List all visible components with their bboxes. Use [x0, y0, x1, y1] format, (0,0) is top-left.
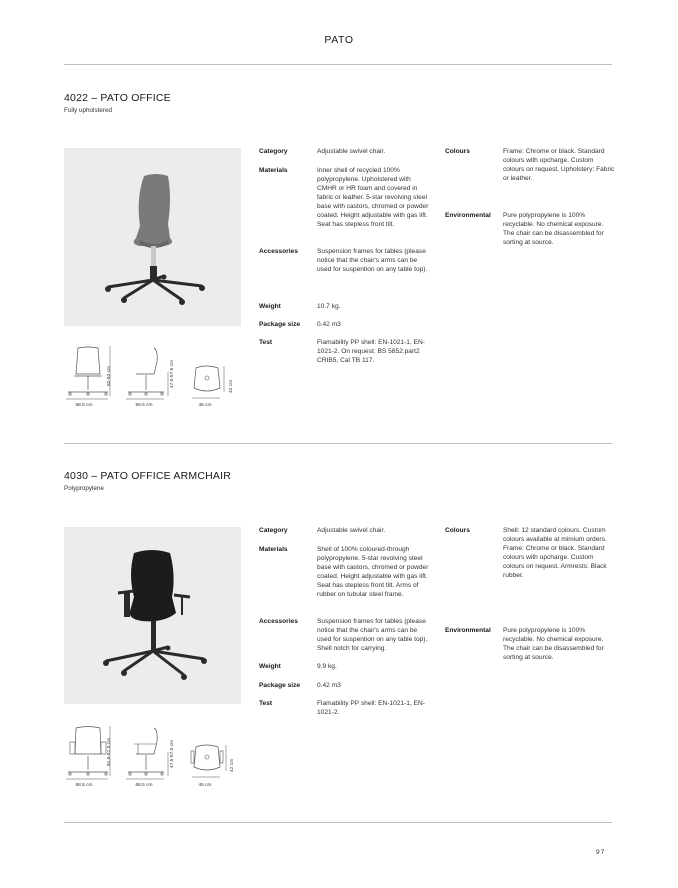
section-divider	[64, 443, 612, 444]
top-view-drawing	[190, 741, 230, 779]
top-view-drawing	[190, 362, 230, 400]
spec-label-weight: Weight	[259, 663, 281, 670]
dim-side-width: 68.5 cm	[135, 783, 153, 788]
spec-value-colours: Frame: Chrome or black. Standard colours with upcharge. Custom colours on request. Upholstery: Fabric or leather.	[503, 148, 615, 182]
side-view-drawing	[124, 344, 174, 400]
product-subtitle: Fully upholstered	[64, 107, 112, 114]
office-chair-image	[64, 148, 241, 326]
spec-value-environmental: Pure polypropylene is 100% recyclable. No chemical exposure. The chair can be disassembled for sorting at source.	[503, 627, 604, 661]
spec-label-accessories: Accessories	[259, 618, 298, 625]
product-photo	[64, 148, 241, 326]
product-subtitle: Polypropylene	[64, 485, 104, 492]
spec-label-test: Test	[259, 339, 273, 346]
spec-value-environmental: Pure polypropylene is 100% recyclable. No chemical exposure. The chair can be disassembled for sorting at source.	[503, 212, 604, 246]
spec-value-materials: Shell of 100% coloured-through polypropylene. 5-star revolving steel base with castors, chromed or powder coated. Height adjustable with gas lift. Seat has stepless front tilt. Arms of rubber on tubular steel frame.	[317, 546, 429, 598]
spec-label-package-size: Package size	[259, 682, 301, 689]
spec-label-environmental: Environmental	[445, 212, 491, 219]
product-title: 4030 – PATO OFFICE ARMCHAIR	[64, 470, 232, 482]
dim-front-height: 81.5-91.5 cm	[107, 738, 112, 766]
page-number: 97	[596, 849, 606, 856]
dim-front-width: 68.5 cm	[75, 783, 93, 788]
spec-value-accessories: Suspension frames for tables (please notice that the chair's arms can be used for suspention on any table top).	[317, 248, 428, 273]
spec-label-category: Category	[259, 148, 288, 155]
spec-value-weight: 9.9 kg.	[317, 663, 337, 670]
spec-label-materials: Materials	[259, 167, 288, 174]
dim-side-height: 47.5-57.5 cm	[170, 360, 175, 388]
spec-label-category: Category	[259, 527, 288, 534]
dim-front-width: 68.5 cm	[75, 403, 93, 408]
dim-side-width: 68.5 cm	[135, 403, 153, 408]
side-view-drawing	[124, 724, 174, 780]
spec-value-category: Adjustable swivel chair.	[317, 148, 386, 155]
dim-side-height: 47.5-57.5 cm	[170, 740, 175, 768]
spec-value-colours: Shell: 12 standard colours. Custom colours available at mimium orders. Frame: Chrome or black. Standard colours with upcharge. Custom colours on request. Armrests: Black rubber.	[503, 527, 607, 579]
spec-value-category: Adjustable swivel chair.	[317, 527, 386, 534]
spec-value-package-size: 0.42 m3	[317, 682, 341, 689]
dim-top-width: 45 cm	[198, 783, 212, 788]
spec-value-accessories: Suspension frames for tables (please notice that the chair's arms can be used for suspention on any table top). Shell notch for carrying.	[317, 618, 428, 652]
spec-value-materials: Inner shell of recycled 100% polypropylene. Upholstered with CMHR or HR foam and covered in fabric or leather. 5-star revolving steel base with castors, chromed or powder coated. Height adjustable with gas lift. Seat has stepless front tilt.	[317, 167, 429, 228]
spec-value-weight: 10.7 kg.	[317, 303, 341, 310]
dim-top-depth: 42 cm	[229, 379, 234, 393]
spec-label-accessories: Accessories	[259, 248, 298, 255]
spec-label-colours: Colours	[445, 148, 470, 155]
spec-label-environmental: Environmental	[445, 627, 491, 634]
spec-label-test: Test	[259, 700, 273, 707]
footer-divider	[64, 822, 612, 823]
product-photo	[64, 527, 241, 704]
office-armchair-image	[64, 527, 241, 704]
dim-top-depth: 42 cm	[230, 758, 235, 772]
dim-top-width: 45 cm	[198, 403, 212, 408]
page-title: PATO	[324, 34, 354, 46]
dim-front-height: 82-92 cm	[107, 366, 112, 386]
product-title: 4022 – PATO OFFICE	[64, 92, 171, 104]
spec-value-package-size: 0.42 m3	[317, 321, 341, 328]
spec-label-package-size: Package size	[259, 321, 301, 328]
spec-label-colours: Colours	[445, 527, 470, 534]
spec-value-test: Flamability PP shell: EN-1021-1, EN-1021-2.	[317, 700, 425, 716]
spec-label-materials: Materials	[259, 546, 288, 553]
header-divider	[64, 64, 612, 65]
spec-label-weight: Weight	[259, 303, 281, 310]
spec-value-test: Flamability PP shell: EN-1021-1, EN-1021-2. On request: BS 5852:part2 CRIB5, Cal TB 117.	[317, 339, 425, 364]
